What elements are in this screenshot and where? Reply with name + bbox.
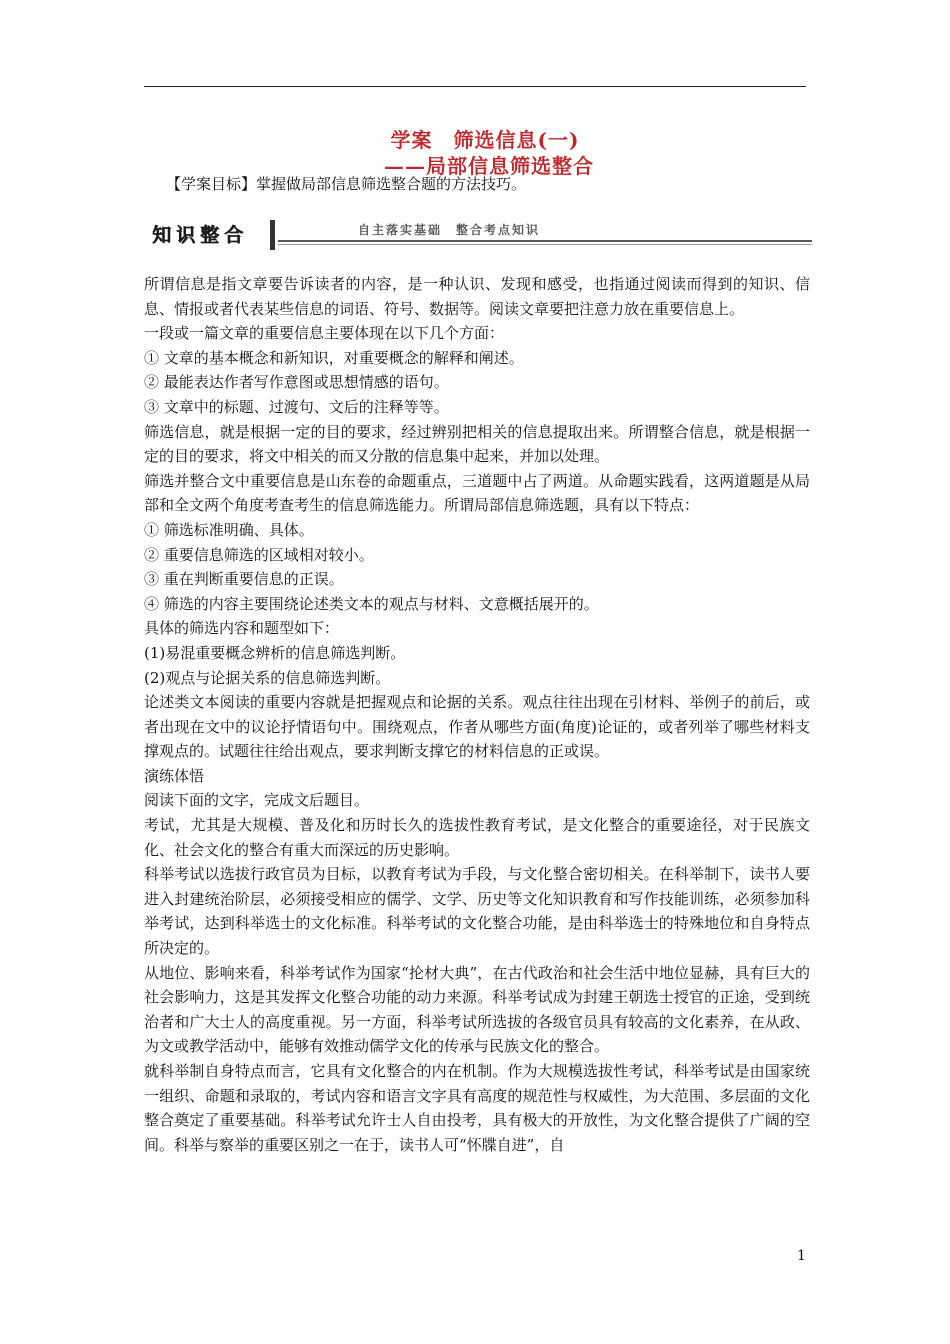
goal-text: 掌握做局部信息筛选整合题的方法技巧。 [256, 175, 527, 193]
list-item: ① 文章的基本概念和新知识，对重要概念的解释和阐述。 [144, 348, 524, 367]
list-item: ② 重要信息筛选的区域相对较小。 [144, 545, 374, 564]
paragraph: 所谓信息是指文章要告诉读者的内容，是一种认识、发现和感受，也指通过阅读而得到的知识、信息、情报或者代表某些信息的词语、符号、数据等。阅读文章要把注意力放在重要信息上。 [144, 275, 810, 318]
paragraph: 具体的筛选内容和题型如下： [144, 619, 340, 638]
paragraph: 一段或一篇文章的重要信息主要体现在以下几个方面： [144, 324, 505, 343]
learning-goal [166, 173, 526, 194]
paragraph: 筛选信息，就是根据一定的目的要求，经过辨别把相关的信息提取出来。所谓整合信息，就是根据一定的目的要求，将文中相关的而又分散的信息集中起来，并加以处理。 [144, 422, 810, 466]
page-number: 1 [797, 1248, 806, 1264]
paragraph: 考试，尤其是大规模、普及化和历时长久的选拔性教育考试，是文化整合的重要途径，对于民族文化、社会文化的整合有重大而深远的历史影响。 [144, 816, 810, 859]
list-item: ① 筛选标准明确、具体。 [144, 520, 314, 539]
paragraph: 论述类文本阅读的重要内容就是把握观点和论据的关系。观点往往出现在引材料、举例子的前后，或者出现在文中的议论抒情语句中。围绕观点，作者从哪些方面(角度)论证的，或者列举了哪些材料支撑观点的。试题往往给出观点，要求判断支撑它的材料信息的正或误。 [144, 693, 810, 761]
paragraph: 就科举制自身特点而言，它具有文化整合的内在机制。作为大规模选拔性考试，科举考试是由国家统一组织、命题和录取的，考试内容和语言文字具有高度的规范性与权威性，为大范围、多层面的文化整合奠定了重要基础。科举考试允许士人自由投考，具有极大的开放性，为文化整合提供了广阔的空间。科举与察举的重要区别之一在于，读书人可“怀牒自进”，自 [144, 1062, 810, 1154]
banner-divider [270, 220, 275, 250]
paragraph: 从地位、影响来看，科举考试作为国家“抡材大典”，在古代政治和社会生活中地位显赫，具有巨大的社会影响力，这是其发挥文化整合功能的动力来源。科举考试成为封建王朝选士授官的正途，受到统治者和广大士人的高度重视。另一方面，科举考试所选拔的各级官员具有较高的文化素养，在从政、为文或教学活动中，能够有效推动儒学文化的传承与民族文化的整合。 [144, 963, 810, 1056]
list-item: ② 最能表达作者写作意图或思想情感的语句。 [144, 373, 449, 392]
header-rule [144, 86, 806, 87]
document-title: 学案 筛选信息(一) [390, 128, 580, 152]
list-item: ③ 重在判断重要信息的正误。 [144, 570, 344, 589]
paragraph: 阅读下面的文字，完成文后题目。 [144, 791, 370, 810]
document-subtitle: ——局部信息筛选整合 [384, 154, 594, 178]
list-item: ④ 筛选的内容主要围绕论述类文本的观点与材料、文意概括展开的。 [144, 594, 599, 613]
section-heading: 演练体悟 [144, 766, 205, 785]
paragraph: 科举考试以选拔行政官员为目标，以教育考试为手段，与文化整合密切相关。在科举制下，读书人要进入封建统治阶层，必须接受相应的儒学、文学、历史等文化知识教育和写作技能训练，必须参加科举考试，达到科举选士的文化标准。科举考试的文化整合功能，是由科举选士的特殊地位和自身特点所决定的。 [144, 865, 810, 958]
banner-rule [278, 240, 812, 242]
body-text [144, 272, 810, 1157]
section-banner [144, 218, 812, 252]
paragraph: 筛选并整合文中重要信息是山东卷的命题重点，三道题中占了两道。从命题实践看，这两道题是从局部和全文两个角度考查考生的信息筛选能力。所谓局部信息筛选题，具有以下特点： [144, 471, 810, 515]
list-item: (2)观点与论据关系的信息筛选判断。 [144, 668, 391, 687]
section-banner-title: 知识整合 [152, 224, 249, 246]
section-banner-subtitle: 自主落实基础 整合考点知识 [358, 223, 541, 237]
goal-label: 【学案目标】 [166, 175, 257, 193]
list-item: (1)易混重要概念辨析的信息筛选判断。 [144, 643, 406, 662]
banner-rule-thin [278, 244, 812, 245]
list-item: ③ 文章中的标题、过渡句、文后的注释等等。 [144, 397, 449, 416]
